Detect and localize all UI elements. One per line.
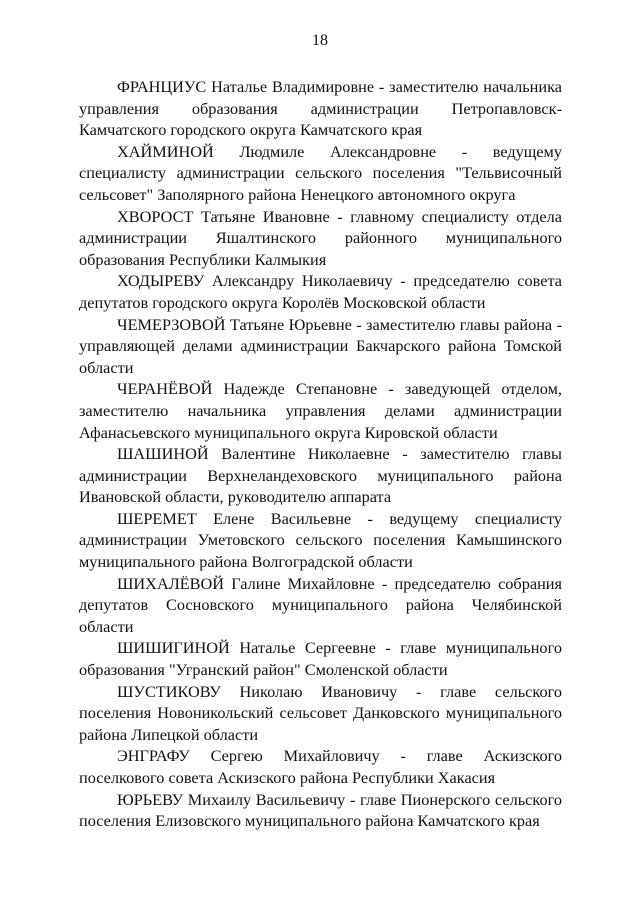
list-item: ЭНГРАФУ Сергею Михайловичу - главе Аскизского поселкового совета Аскизского района Республики Хакасия xyxy=(79,746,562,787)
list-item: ШИШИГИНОЙ Наталье Сергеевне - главе муниципального образования "Угранский район" Смоленской области xyxy=(79,638,562,680)
list-item: ШИХАЛЁВОЙ Галине Михайловне - председателю собрания депутатов Сосновского муниципального района Челябинской области xyxy=(79,573,562,636)
list-item: ШУСТИКОВУ Николаю Ивановичу - главе сельского поселения Новоникольский сельсовет Данковского муниципального района Липецкой области xyxy=(79,681,562,744)
list-item: ЮРЬЕВУ Михаилу Васильевичу - главе Пионерского сельского поселения Елизовского муниципального района Камчатского края xyxy=(79,789,562,831)
page-number: 18 xyxy=(312,32,328,49)
list-item: ШЕРЕМЕТ Елене Васильевне - ведущему специалисту администрации Уметовского сельского поселения Камышинского муниципального района Волгоградской области xyxy=(79,508,562,572)
list-item: ХАЙМИНОЙ Людмиле Александровне - ведущему специалисту администрации сельского поселения "Тельвисочный сельсовет" Заполярного района Ненецкого автономного округа xyxy=(79,141,562,204)
list-item: ХВОРОСТ Татьяне Ивановне - главному специалисту отдела администрации Яшалтинского районного муниципального образования Республики Калмыкия xyxy=(79,206,562,269)
list-item: ШАШИНОЙ Валентине Николаевне - заместителю главы администрации Верхнеландеховского муниципального района Ивановской области, руководителю аппарата xyxy=(79,444,562,507)
list-item: ФРАНЦИУС Наталье Владимировне - заместителю начальника управления образования администрации Петропавловск-Камчатского городского округа Камчатского края xyxy=(79,77,562,140)
award-recipients-list xyxy=(79,76,562,832)
list-item: ЧЕРАНЁВОЙ Надежде Степановне - заведующей отделом, заместителю начальника управления делами администрации Афанасьевского муниципального округа Кировской области xyxy=(79,379,562,442)
list-item: ХОДЫРЕВУ Александру Николаевичу - председателю совета депутатов городского округа Королёв Московской области xyxy=(79,271,562,312)
list-item: ЧЕМЕРЗОВОЙ Татьяне Юрьевне - заместителю главы района - управляющей делами администрации Бакчарского района Томской области xyxy=(79,314,562,377)
